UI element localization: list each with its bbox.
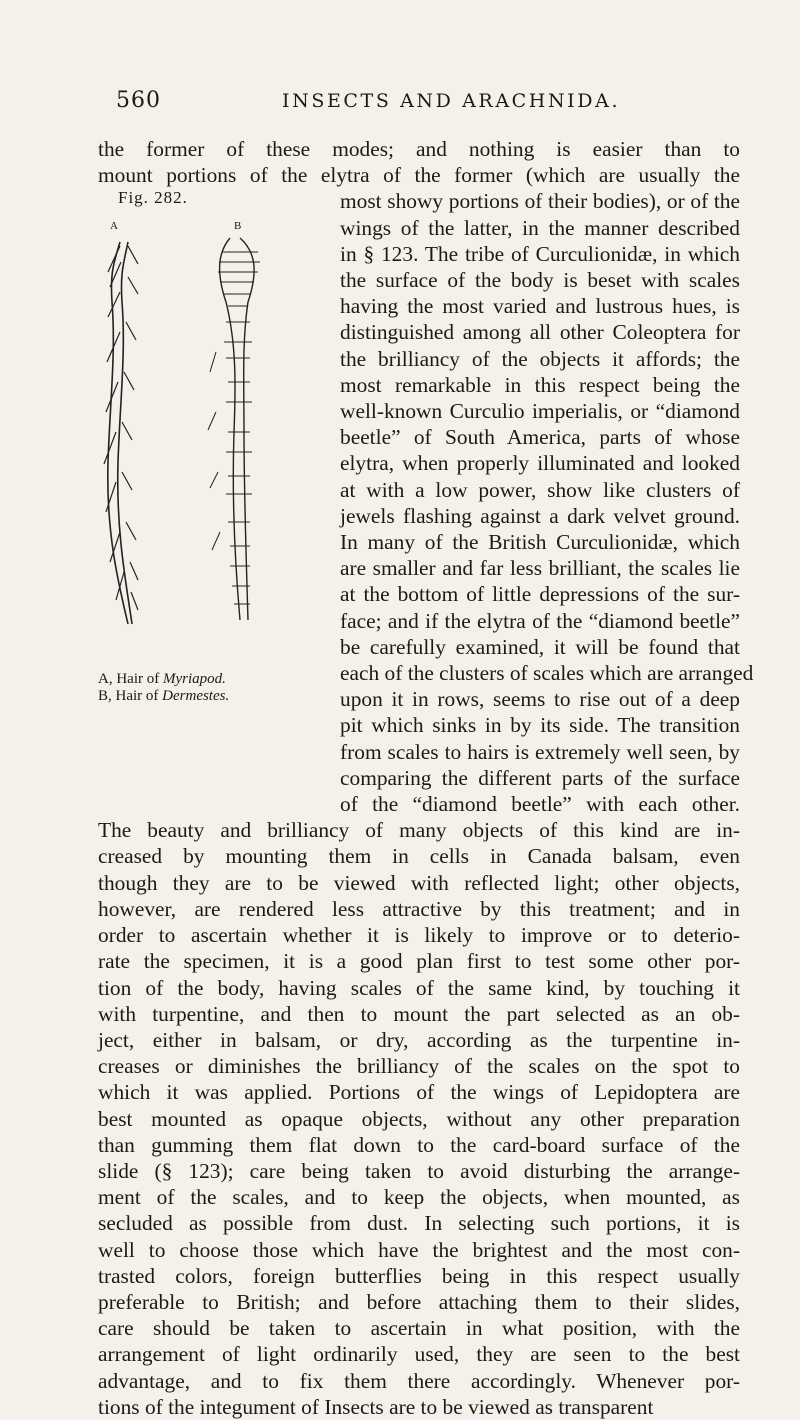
text-line: ment of the scales, and to keep the objects, when mounted, as	[98, 1185, 740, 1210]
text-line: slide (§ 123); care being taken to avoid disturbing the arrange-	[98, 1158, 740, 1183]
text-line: well to choose those which have the brightest and the most con-	[98, 1237, 740, 1262]
text-line: creased by mounting them in cells in Canada balsam, even	[98, 844, 740, 869]
text-line: tions of the integument of Insects are to be viewed as transparent	[98, 1394, 654, 1419]
caption-a: A, Hair of Myriapod.	[98, 671, 226, 687]
text-line: care should be taken to ascertain in what position, with the	[98, 1316, 740, 1341]
text-line: however, are rendered less attractive by this treatment; and in	[98, 896, 740, 921]
text-line: comparing the different parts of the surface	[340, 765, 740, 790]
text-line: distinguished among all other Coleoptera for	[340, 320, 740, 345]
text-line: at the bottom of little depressions of the sur-	[340, 582, 740, 607]
text-line: beetle” of South America, parts of whose	[340, 425, 740, 450]
text-line: best mounted as opaque objects, without any other preparation	[98, 1106, 740, 1131]
text-line: at with a low power, show like clusters of	[340, 477, 740, 502]
text-line: from scales to hairs is extremely well seen, by	[340, 739, 740, 764]
text-line: elytra, when properly illuminated and looked	[340, 451, 740, 476]
text-line: the surface of the body is beset with scales	[340, 268, 740, 293]
text-line: mount portions of the elytra of the former (which are usually the	[98, 163, 740, 188]
text-line: of the “diamond beetle” with each other.	[340, 792, 740, 817]
page-number: 560	[116, 88, 161, 113]
text-line: pit which sinks in by its side. The transition	[340, 713, 740, 738]
text-line: each of the clusters of scales which are arranged	[340, 661, 754, 686]
text-line: though they are to be viewed with reflected light; other objects,	[98, 870, 740, 895]
text-line: rate the specimen, it is a good plan first to test some other por-	[98, 949, 740, 974]
figure-label-a: A	[110, 220, 118, 232]
text-line: arrangement of light ordinarily used, they are seen to the best	[98, 1342, 740, 1367]
text-line: most showy portions of their bodies), or of the	[340, 189, 740, 214]
text-line: trasted colors, foreign butterflies being in this respect usually	[98, 1263, 740, 1288]
text-line: in § 123. The tribe of Curculionidæ, in which	[340, 241, 740, 266]
page-header	[0, 88, 800, 122]
text-line: face; and if the elytra of the “diamond beetle”	[340, 608, 740, 633]
text-line: order to ascertain whether it is likely to improve or to deterio-	[98, 923, 740, 948]
text-line: upon it in rows, seems to rise out of a deep	[340, 687, 740, 712]
text-line: most remarkable in this respect being the	[340, 372, 740, 397]
text-line: preferable to British; and before attaching them to their slides,	[98, 1289, 740, 1314]
text-line: The beauty and brilliancy of many objects of this kind are in-	[98, 818, 740, 843]
text-line: advantage, and to fix them there accordingly. Whenever por-	[98, 1368, 740, 1393]
text-line: with turpentine, and then to mount the part selected as an ob-	[98, 1001, 740, 1026]
text-line: the former of these modes; and nothing is easier than to	[98, 137, 740, 161]
text-line: are smaller and far less brilliant, the scales lie	[340, 556, 740, 581]
text-line: be carefully examined, it will be found that	[340, 634, 740, 659]
text-line: jewels flashing against a dark velvet ground.	[340, 503, 740, 528]
text-line: the brilliancy of the objects it affords; the	[340, 346, 740, 371]
caption-b: B, Hair of Dermestes.	[98, 688, 230, 704]
figure-label-b: B	[234, 220, 242, 232]
text-line: wings of the latter, in the manner described	[340, 215, 740, 240]
text-line: well-known Curculio imperialis, or “diamond	[340, 399, 740, 424]
figure-title: Fig. 282.	[118, 188, 188, 207]
text-line: than gumming them flat down to the card-board surface of the	[98, 1132, 740, 1157]
text-line: In many of the British Curculionidæ, which	[340, 530, 740, 555]
text-line: which it was applied. Portions of the wings of Lepidoptera are	[98, 1080, 740, 1105]
body-text	[98, 136, 754, 1420]
text-line: having the most varied and lustrous hues, is	[340, 294, 740, 319]
text-line: ject, either in balsam, or dry, according as the turpentine in-	[98, 1027, 740, 1052]
text-line: tion of the body, having scales of the same kind, by touching it	[98, 975, 740, 1000]
text-line: creases or diminishes the brilliancy of the scales on the spot to	[98, 1054, 740, 1079]
text-line: secluded as possible from dust. In selecting such portions, it is	[98, 1211, 740, 1236]
running-head: INSECTS AND ARACHNIDA.	[282, 90, 621, 112]
